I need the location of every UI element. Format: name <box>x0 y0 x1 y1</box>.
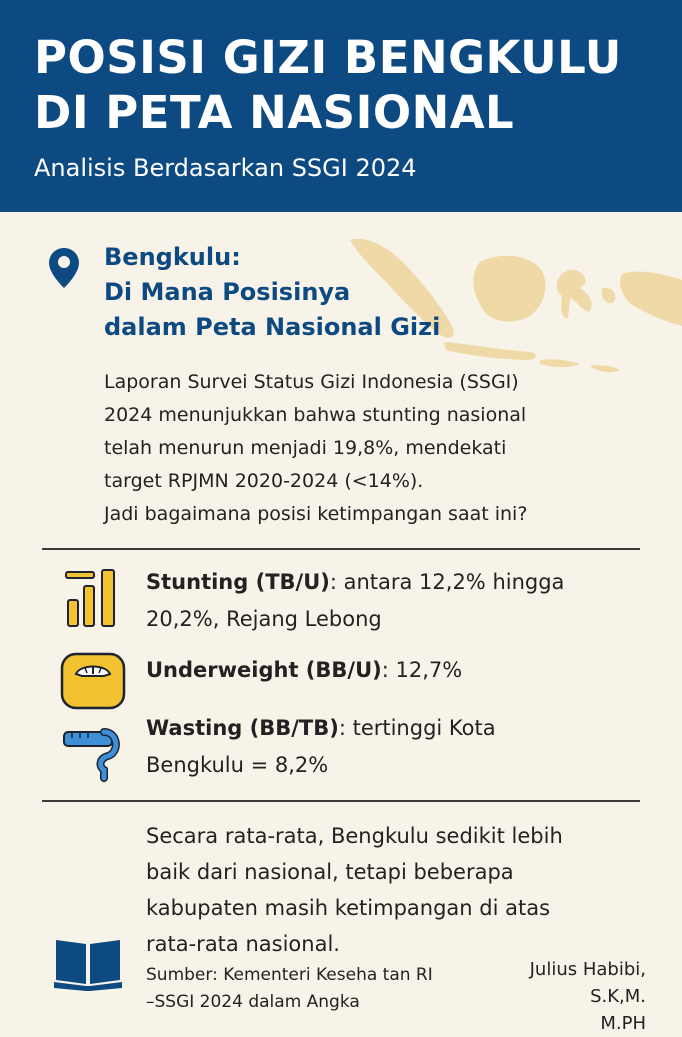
intro-line: 2024 menunjukkan bahwa stunting nasional <box>104 404 527 426</box>
location-pin-icon <box>46 246 82 290</box>
measuring-tape-icon <box>62 726 122 784</box>
stat-wasting-label: Wasting (BB/TB) <box>146 716 339 740</box>
stat-wasting-value-line2: Bengkulu = 8,2% <box>146 753 329 777</box>
bar-chart-icon <box>64 566 120 628</box>
author-line: S.K,M. <box>590 986 646 1007</box>
header-banner <box>0 0 682 212</box>
divider-top <box>42 548 640 550</box>
heading-line-1: Bengkulu: <box>104 243 241 271</box>
summary-paragraph <box>146 818 646 962</box>
stat-stunting-value: : antara 12,2% hingga <box>329 570 565 594</box>
summary-line: rata-rata nasional. <box>146 932 340 956</box>
title-line-2: DI PETA NASIONAL <box>34 86 515 139</box>
title-line-1: POSISI GIZI BENGKULU <box>34 31 622 84</box>
intro-line: Laporan Survei Status Gizi Indonesia (SSGI) <box>104 371 519 393</box>
intro-paragraph <box>104 366 664 531</box>
weighing-scale-icon <box>60 652 126 710</box>
stat-wasting-value: : tertinggi Kota <box>338 716 496 740</box>
summary-line: kabupaten masih ketimpangan di atas <box>146 896 551 920</box>
intro-line: telah menurun menjadi 19,8%, mendekati <box>104 437 507 459</box>
summary-line: Secara rata-rata, Bengkulu sedikit lebih <box>146 824 563 848</box>
stat-stunting-value-line2: 20,2%, Rejang Lebong <box>146 607 382 631</box>
stat-stunting-label: Stunting (TB/U) <box>146 570 330 594</box>
author-line: M.PH <box>600 1013 646 1034</box>
heading-line-2: Di Mana Posisinya <box>104 278 351 306</box>
stat-underweight <box>146 652 666 689</box>
summary-line: baik dari nasional, tetapi beberapa <box>146 860 514 884</box>
heading-line-3: dalam Peta Nasional Gizi <box>104 313 441 341</box>
section-heading <box>104 240 440 345</box>
source-citation <box>146 962 496 1016</box>
source-line: –SSGI 2024 dalam Angka <box>146 992 360 1012</box>
intro-line: Jadi bagaimana posisi ketimpangan saat ini? <box>104 503 528 525</box>
page-title <box>34 30 674 140</box>
intro-line: target RPJMN 2020-2024 (<14%). <box>104 470 424 492</box>
divider-bottom <box>42 800 640 802</box>
stat-underweight-label: Underweight (BB/U) <box>146 658 382 682</box>
stat-stunting <box>146 564 666 638</box>
book-icon <box>52 934 124 992</box>
page-subtitle: Analisis Berdasarkan SSGI 2024 <box>34 154 417 182</box>
author-credit <box>500 956 646 1037</box>
author-line: Julius Habibi, <box>529 959 646 980</box>
source-line: Sumber: Kementeri Keseha tan RI <box>146 965 433 985</box>
stat-wasting <box>146 710 666 784</box>
stat-underweight-value: : 12,7% <box>381 658 463 682</box>
